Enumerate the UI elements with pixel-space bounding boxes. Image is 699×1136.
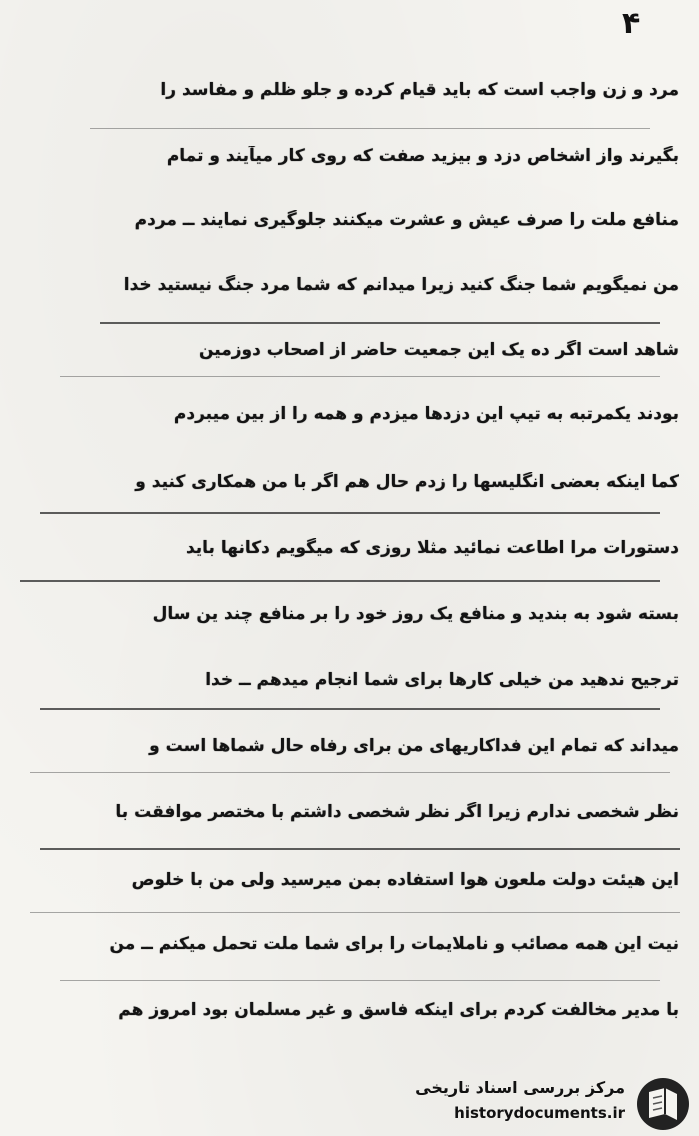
text-line-11: میداند که تمام این فداکاریهای من برای رفاه حال شماها است و [149,736,679,756]
page-number: ۴ [622,6,641,41]
text-line-12: نظر شخصی ندارم زیرا اگر نظر شخصی داشتم با مختصر موافقت با [115,802,679,822]
text-line-2: بگیرند واز اشخاص دزد و بیزید صفت که روی کار میآیند و تمام [166,146,679,166]
scan-rule [40,512,660,514]
scan-rule [30,772,670,773]
text-line-7: کما اینکه بعضی انگلیسها را زدم حال هم اگر با من همکاری کنید و [135,472,679,492]
scan-rule [100,322,660,324]
text-line-1: مرد و زن واجب است که باید قیام کرده و جلو ظلم و مفاسد را [160,80,679,100]
text-line-9: بسته شود به بندید و منافع یک روز خود را بر منافع چند ین سال [152,604,679,624]
scan-rule [40,848,680,850]
text-line-15: با مدیر مخالفت کردم برای اینکه فاسق و غیر مسلمان بود امروز هم [118,1000,679,1020]
text-line-10: ترجیح ندهید من خیلی کارها برای شما انجام میدهم ــ خدا [205,670,679,690]
text-line-6: بودند یکمرتبه به تیپ این دزدها میزدم و همه را از بین میبردم [173,404,679,424]
scan-rule [60,376,660,377]
scan-rule [90,128,650,129]
text-line-4: من نمیگویم شما جنگ کنید زیرا میدانم که شما مرد جنگ نیستید خدا [123,275,679,295]
watermark-site: historydocuments.ir [454,1104,625,1122]
scan-rule [20,580,660,582]
text-line-13: این هیئت دولت ملعون هوا استفاده بمن میرسید ولی من با خلوص [131,870,679,890]
scan-rule [30,912,680,913]
text-line-3: منافع ملت را صرف عیش و عشرت میکنند جلوگیری نمایند ــ مردم [134,210,679,230]
text-line-8: دستورات مرا اطاعت نمائید مثلا روزی که میگویم دکانها باید [185,538,679,558]
watermark [400,1072,695,1132]
scan-rule [40,708,660,710]
scan-rule [60,980,660,981]
watermark-title: مرکز بررسی اسناد تاریخی [415,1078,625,1097]
text-line-14: نیت این همه مصائب و ناملایمات را برای شما ملت تحمل میکنم ــ من [109,934,679,954]
text-line-5: شاهد است اگر ده یک این جمعیت حاضر از اصحاب دوزمین [198,340,679,360]
book-page-icon [635,1076,691,1132]
